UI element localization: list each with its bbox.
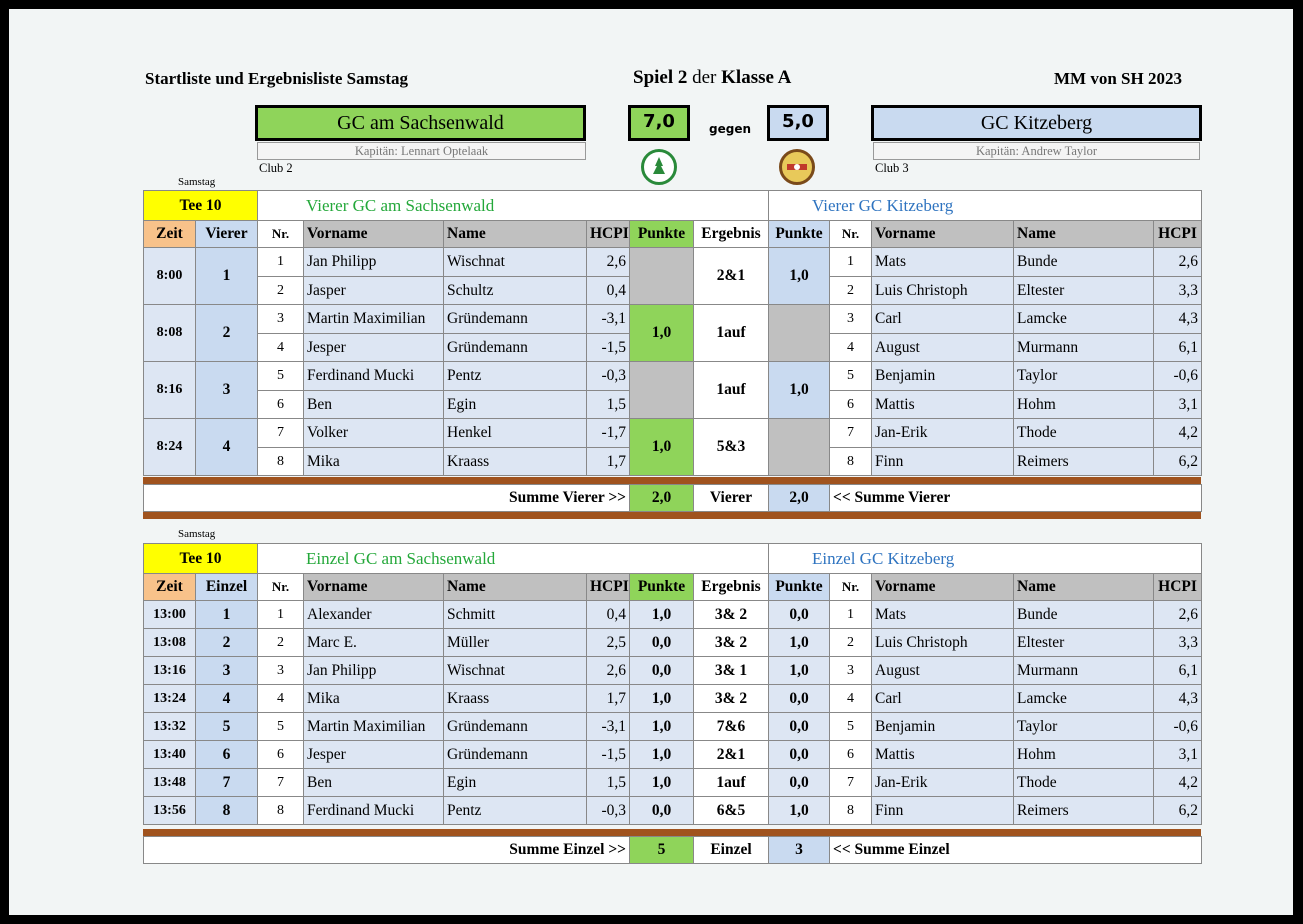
vierer-sum-left-label: Summe Vierer >> <box>144 485 630 512</box>
home-player-last: Müller <box>444 629 587 657</box>
home-player-hcpi: -1,5 <box>587 741 630 769</box>
away-player-nr: 8 <box>830 797 872 825</box>
home-player-nr: 2 <box>258 277 304 305</box>
einzel-sum-away: 3 <box>769 837 830 864</box>
match-number: 3 <box>196 657 258 685</box>
away-player-last: Lamcke <box>1014 305 1154 334</box>
away-player-hcpi: 4,2 <box>1154 769 1202 797</box>
away-player-first: Carl <box>872 685 1014 713</box>
home-player-hcpi: 2,6 <box>587 248 630 277</box>
flight-home-points: 1,0 <box>630 419 694 476</box>
away-points: 0,0 <box>769 713 830 741</box>
flight-home-points <box>630 248 694 305</box>
match-time: 13:40 <box>144 741 196 769</box>
match-number: 2 <box>196 629 258 657</box>
away-player-first: Finn <box>872 448 1014 476</box>
col-home-punkte: Punkte <box>630 221 694 248</box>
match-number: 7 <box>196 769 258 797</box>
away-player-hcpi: 3,3 <box>1154 629 1202 657</box>
vierer-separator-bottom <box>143 512 1201 519</box>
away-player-hcpi: -0,6 <box>1154 713 1202 741</box>
home-player-first: Volker <box>304 419 444 448</box>
home-player-hcpi: 2,6 <box>587 657 630 685</box>
away-player-first: Jan-Erik <box>872 419 1014 448</box>
einzel-away-title: Einzel GC Kitzeberg <box>769 544 1202 574</box>
home-player-first: Jesper <box>304 334 444 362</box>
col-home-hcpi: HCPI <box>587 221 630 248</box>
table-row <box>144 769 1202 797</box>
away-player-nr: 1 <box>830 248 872 277</box>
home-player-first: Marc E. <box>304 629 444 657</box>
home-player-hcpi: 1,5 <box>587 769 630 797</box>
home-team-box: GC am Sachsenwald <box>255 105 586 141</box>
home-player-first: Jan Philipp <box>304 248 444 277</box>
home-player-hcpi: -3,1 <box>587 305 630 334</box>
away-player-last: Bunde <box>1014 248 1154 277</box>
match-title-connector: der <box>687 67 722 88</box>
home-points: 1,0 <box>630 601 694 629</box>
vierer-tee-label: Tee 10 <box>144 191 258 221</box>
einzel-sum-right-label: << Summe Einzel <box>830 837 1202 864</box>
match-time: 13:24 <box>144 685 196 713</box>
away-player-first: August <box>872 657 1014 685</box>
away-player-nr: 2 <box>830 277 872 305</box>
sheet-title: Startliste und Ergebnisliste Samstag <box>145 69 409 88</box>
vierer-away-title: Vierer GC Kitzeberg <box>769 191 1202 221</box>
match-result: 3& 1 <box>694 657 769 685</box>
flight-result: 1auf <box>694 362 769 419</box>
home-points: 1,0 <box>630 741 694 769</box>
home-player-first: Ben <box>304 391 444 419</box>
away-player-last: Murmann <box>1014 334 1154 362</box>
away-points: 0,0 <box>769 601 830 629</box>
home-player-nr: 3 <box>258 305 304 334</box>
home-points: 0,0 <box>630 657 694 685</box>
match-result: 2&1 <box>694 741 769 769</box>
match-result: 1auf <box>694 769 769 797</box>
home-player-first: Ferdinand Mucki <box>304 362 444 391</box>
home-player-hcpi: 2,5 <box>587 629 630 657</box>
table-row <box>144 713 1202 741</box>
championship-title: MM von SH 2023 <box>1054 69 1182 88</box>
away-player-last: Hohm <box>1014 391 1154 419</box>
col-ergebnis: Ergebnis <box>694 221 769 248</box>
col-away-vorname: Vorname <box>872 574 1014 601</box>
away-player-first: Benjamin <box>872 713 1014 741</box>
away-player-nr: 3 <box>830 305 872 334</box>
home-points: 1,0 <box>630 685 694 713</box>
col-away-name: Name <box>1014 221 1154 248</box>
home-points: 1,0 <box>630 769 694 797</box>
einzel-tee-label: Tee 10 <box>144 544 258 574</box>
home-points: 0,0 <box>630 797 694 825</box>
home-player-last: Pentz <box>444 362 587 391</box>
away-player-hcpi: 2,6 <box>1154 601 1202 629</box>
flight-time: 8:00 <box>144 248 196 305</box>
away-player-first: Mattis <box>872 741 1014 769</box>
table-row <box>144 657 1202 685</box>
table-row <box>144 601 1202 629</box>
away-player-hcpi: 3,1 <box>1154 741 1202 769</box>
col-away-hcpi: HCPI <box>1154 574 1202 601</box>
match-time: 13:48 <box>144 769 196 797</box>
home-player-hcpi: -0,3 <box>587 797 630 825</box>
flight-result: 2&1 <box>694 248 769 305</box>
table-row <box>144 685 1202 713</box>
match-number: 6 <box>196 741 258 769</box>
away-player-hcpi: 2,6 <box>1154 248 1202 277</box>
home-player-first: Jasper <box>304 277 444 305</box>
home-player-hcpi: -1,5 <box>587 334 630 362</box>
home-player-last: Egin <box>444 769 587 797</box>
home-player-nr: 8 <box>258 448 304 476</box>
away-player-nr: 8 <box>830 448 872 476</box>
match-time: 13:08 <box>144 629 196 657</box>
vierer-sum-right-label: << Summe Vierer <box>830 485 1202 512</box>
home-player-first: Mika <box>304 685 444 713</box>
match-class: Klasse A <box>721 67 792 88</box>
away-player-first: August <box>872 334 1014 362</box>
home-player-nr: 6 <box>258 391 304 419</box>
home-player-nr: 1 <box>258 601 304 629</box>
away-player-hcpi: 3,3 <box>1154 277 1202 305</box>
flight-number: 1 <box>196 248 258 305</box>
flight-time: 8:08 <box>144 305 196 362</box>
home-player-last: Wischnat <box>444 248 587 277</box>
home-player-hcpi: -3,1 <box>587 713 630 741</box>
col-away-nr: Nr. <box>830 574 872 601</box>
col-home-name: Name <box>444 574 587 601</box>
table-row <box>144 248 1202 277</box>
flight-away-points: 1,0 <box>769 362 830 419</box>
away-player-last: Reimers <box>1014 448 1154 476</box>
away-player-first: Finn <box>872 797 1014 825</box>
home-player-nr: 5 <box>258 362 304 391</box>
away-player-last: Taylor <box>1014 713 1154 741</box>
away-player-hcpi: 4,2 <box>1154 419 1202 448</box>
home-player-last: Schultz <box>444 277 587 305</box>
col-home-hcpi: HCPI <box>587 574 630 601</box>
home-player-last: Pentz <box>444 797 587 825</box>
home-player-nr: 8 <box>258 797 304 825</box>
away-club-logo-icon <box>779 149 815 185</box>
away-player-nr: 3 <box>830 657 872 685</box>
table-row <box>144 629 1202 657</box>
match-title <box>633 67 791 89</box>
home-player-nr: 5 <box>258 713 304 741</box>
home-player-last: Wischnat <box>444 657 587 685</box>
home-player-hcpi: -1,7 <box>587 419 630 448</box>
vierer-title-row <box>144 191 1202 221</box>
match-result: 7&6 <box>694 713 769 741</box>
col-zeit: Zeit <box>144 221 196 248</box>
vierer-header-row <box>144 221 1202 248</box>
flight-time: 8:16 <box>144 362 196 419</box>
away-player-last: Lamcke <box>1014 685 1154 713</box>
home-player-last: Kraass <box>444 685 587 713</box>
einzel-separator <box>143 829 1201 836</box>
away-player-first: Luis Christoph <box>872 629 1014 657</box>
col-vierer: Vierer <box>196 221 258 248</box>
home-player-first: Mika <box>304 448 444 476</box>
home-player-nr: 4 <box>258 334 304 362</box>
col-home-punkte: Punkte <box>630 574 694 601</box>
home-player-last: Henkel <box>444 419 587 448</box>
flight-result: 5&3 <box>694 419 769 476</box>
home-points: 1,0 <box>630 713 694 741</box>
vierer-day-label: Samstag <box>178 176 216 188</box>
match-result: 3& 2 <box>694 685 769 713</box>
away-player-last: Hohm <box>1014 741 1154 769</box>
match-number: 1 <box>196 601 258 629</box>
table-row <box>144 362 1202 391</box>
col-home-vorname: Vorname <box>304 574 444 601</box>
home-player-nr: 1 <box>258 248 304 277</box>
away-player-nr: 7 <box>830 419 872 448</box>
home-club-label: Club 2 <box>259 161 293 175</box>
match-result: 3& 2 <box>694 601 769 629</box>
home-player-first: Ben <box>304 769 444 797</box>
vierer-sum-away: 2,0 <box>769 485 830 512</box>
home-player-last: Egin <box>444 391 587 419</box>
col-home-vorname: Vorname <box>304 221 444 248</box>
einzel-table <box>143 543 1202 825</box>
away-team-box: GC Kitzeberg <box>871 105 1202 141</box>
away-player-last: Thode <box>1014 769 1154 797</box>
col-away-name: Name <box>1014 574 1154 601</box>
vierer-sum-mid-label: Vierer <box>694 485 769 512</box>
away-player-hcpi: 4,3 <box>1154 685 1202 713</box>
flight-number: 4 <box>196 419 258 476</box>
flight-home-points <box>630 362 694 419</box>
einzel-home-title: Einzel GC am Sachsenwald <box>258 544 769 574</box>
col-home-nr: Nr. <box>258 221 304 248</box>
col-away-punkte: Punkte <box>769 221 830 248</box>
match-result: 3& 2 <box>694 629 769 657</box>
home-player-hcpi: -0,3 <box>587 362 630 391</box>
match-time: 13:00 <box>144 601 196 629</box>
col-home-name: Name <box>444 221 587 248</box>
home-player-first: Jan Philipp <box>304 657 444 685</box>
vierer-sum-row <box>143 484 1202 512</box>
away-points: 1,0 <box>769 629 830 657</box>
einzel-sum-left-label: Summe Einzel >> <box>144 837 630 864</box>
away-player-last: Murmann <box>1014 657 1154 685</box>
flight-home-points: 1,0 <box>630 305 694 362</box>
col-zeit: Zeit <box>144 574 196 601</box>
away-player-nr: 5 <box>830 713 872 741</box>
away-player-nr: 4 <box>830 685 872 713</box>
einzel-header-row <box>144 574 1202 601</box>
home-player-last: Gründemann <box>444 334 587 362</box>
away-player-last: Thode <box>1014 419 1154 448</box>
flight-away-points <box>769 419 830 476</box>
col-away-hcpi: HCPI <box>1154 221 1202 248</box>
away-player-first: Mattis <box>872 391 1014 419</box>
away-player-nr: 5 <box>830 362 872 391</box>
home-player-nr: 7 <box>258 769 304 797</box>
home-player-first: Martin Maximilian <box>304 305 444 334</box>
flight-away-points: 1,0 <box>769 248 830 305</box>
table-row <box>144 305 1202 334</box>
away-captain: Kapitän: Andrew Taylor <box>873 142 1200 160</box>
match-number: 8 <box>196 797 258 825</box>
table-row <box>144 419 1202 448</box>
home-player-first: Martin Maximilian <box>304 713 444 741</box>
einzel-sum-home: 5 <box>630 837 694 864</box>
home-player-hcpi: 0,4 <box>587 277 630 305</box>
einzel-sum-row <box>143 836 1202 864</box>
home-player-last: Gründemann <box>444 305 587 334</box>
match-number: 4 <box>196 685 258 713</box>
away-points: 0,0 <box>769 685 830 713</box>
home-player-first: Jesper <box>304 741 444 769</box>
flight-result: 1auf <box>694 305 769 362</box>
flight-time: 8:24 <box>144 419 196 476</box>
away-player-last: Bunde <box>1014 601 1154 629</box>
away-player-nr: 6 <box>830 741 872 769</box>
match-result: 6&5 <box>694 797 769 825</box>
match-number: Spiel 2 <box>633 67 688 88</box>
home-player-nr: 7 <box>258 419 304 448</box>
away-player-first: Jan-Erik <box>872 769 1014 797</box>
away-club-label: Club 3 <box>875 161 909 175</box>
home-player-first: Alexander <box>304 601 444 629</box>
match-time: 13:16 <box>144 657 196 685</box>
einzel-sum-mid-label: Einzel <box>694 837 769 864</box>
home-player-nr: 6 <box>258 741 304 769</box>
col-away-nr: Nr. <box>830 221 872 248</box>
away-points: 0,0 <box>769 741 830 769</box>
away-player-nr: 6 <box>830 391 872 419</box>
flight-number: 3 <box>196 362 258 419</box>
away-player-hcpi: -0,6 <box>1154 362 1202 391</box>
home-club-logo-icon <box>641 149 677 185</box>
away-points: 0,0 <box>769 769 830 797</box>
match-time: 13:56 <box>144 797 196 825</box>
versus-label: gegen <box>709 122 751 136</box>
home-player-last: Schmitt <box>444 601 587 629</box>
away-player-first: Mats <box>872 248 1014 277</box>
table-row <box>144 741 1202 769</box>
away-player-hcpi: 6,2 <box>1154 797 1202 825</box>
away-player-last: Eltester <box>1014 629 1154 657</box>
away-player-hcpi: 6,2 <box>1154 448 1202 476</box>
flight-away-points <box>769 305 830 362</box>
col-away-punkte: Punkte <box>769 574 830 601</box>
vierer-sum-home: 2,0 <box>630 485 694 512</box>
flight-number: 2 <box>196 305 258 362</box>
home-player-nr: 3 <box>258 657 304 685</box>
away-player-nr: 4 <box>830 334 872 362</box>
col-einzel: Einzel <box>196 574 258 601</box>
vierer-home-title: Vierer GC am Sachsenwald <box>258 191 769 221</box>
away-player-first: Luis Christoph <box>872 277 1014 305</box>
match-number: 5 <box>196 713 258 741</box>
away-player-first: Benjamin <box>872 362 1014 391</box>
home-player-last: Kraass <box>444 448 587 476</box>
table-row <box>144 797 1202 825</box>
home-player-last: Gründemann <box>444 713 587 741</box>
away-player-hcpi: 6,1 <box>1154 334 1202 362</box>
away-points: 1,0 <box>769 657 830 685</box>
home-player-first: Ferdinand Mucki <box>304 797 444 825</box>
away-player-first: Mats <box>872 601 1014 629</box>
away-player-hcpi: 4,3 <box>1154 305 1202 334</box>
away-player-last: Reimers <box>1014 797 1154 825</box>
home-captain: Kapitän: Lennart Optelaak <box>257 142 586 160</box>
vierer-separator-top <box>143 477 1201 484</box>
away-total-score: 5,0 <box>767 105 829 141</box>
home-player-hcpi: 1,7 <box>587 685 630 713</box>
away-player-nr: 1 <box>830 601 872 629</box>
away-player-nr: 2 <box>830 629 872 657</box>
away-player-nr: 7 <box>830 769 872 797</box>
away-player-last: Eltester <box>1014 277 1154 305</box>
away-player-hcpi: 6,1 <box>1154 657 1202 685</box>
col-ergebnis: Ergebnis <box>694 574 769 601</box>
einzel-day-label: Samstag <box>178 528 216 540</box>
away-player-first: Carl <box>872 305 1014 334</box>
away-points: 1,0 <box>769 797 830 825</box>
away-player-hcpi: 3,1 <box>1154 391 1202 419</box>
match-time: 13:32 <box>144 713 196 741</box>
home-player-hcpi: 1,5 <box>587 391 630 419</box>
vierer-table <box>143 190 1202 476</box>
col-home-nr: Nr. <box>258 574 304 601</box>
home-player-nr: 4 <box>258 685 304 713</box>
home-player-last: Gründemann <box>444 741 587 769</box>
home-player-hcpi: 0,4 <box>587 601 630 629</box>
einzel-title-row <box>144 544 1202 574</box>
home-player-nr: 2 <box>258 629 304 657</box>
home-points: 0,0 <box>630 629 694 657</box>
away-player-last: Taylor <box>1014 362 1154 391</box>
home-total-score: 7,0 <box>628 105 690 141</box>
col-away-vorname: Vorname <box>872 221 1014 248</box>
home-player-hcpi: 1,7 <box>587 448 630 476</box>
